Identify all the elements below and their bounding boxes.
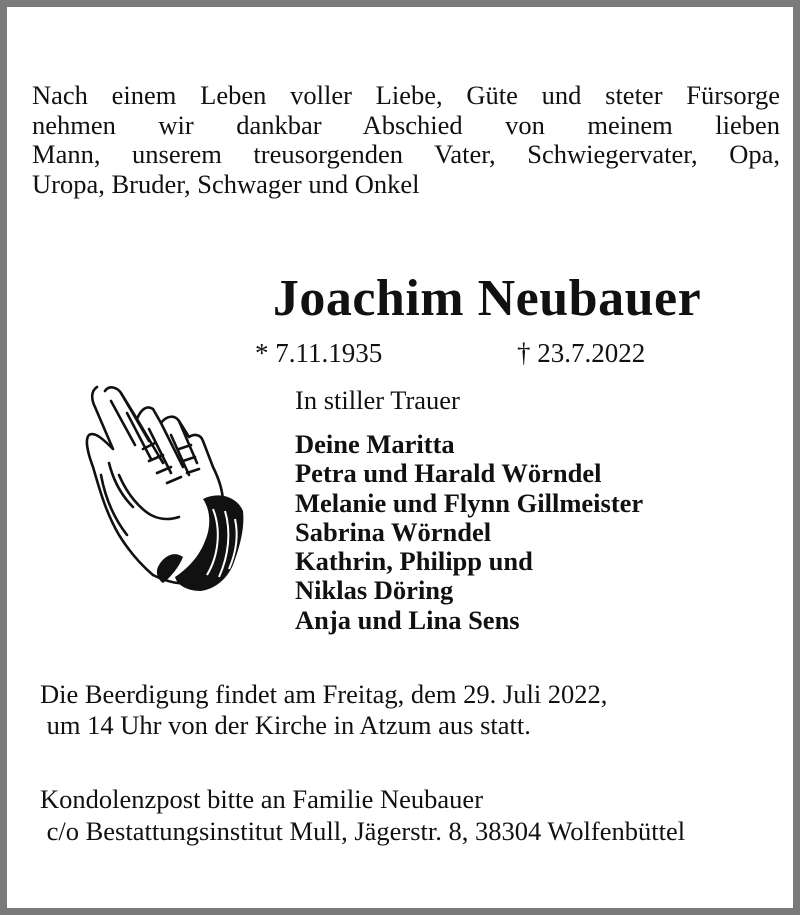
intro-line: Uropa, Bruder, Schwager und Onkel: [32, 168, 420, 199]
condolence-line: Kondolenzpost bitte an Familie Neubauer: [40, 784, 484, 814]
mourner-name: Anja und Lina Sens: [295, 604, 520, 635]
mourner-name: Melanie und Flynn Gillmeister: [295, 487, 644, 518]
mourner-name: Deine Maritta: [295, 429, 455, 459]
condolence-address: [40, 783, 685, 847]
mourner-name: Niklas Döring: [295, 575, 454, 606]
intro-line: nehmen wir dankbar Abschied von meinem lieben: [32, 109, 780, 140]
mourner-name: Petra und Harald Wörndel: [295, 458, 602, 489]
mourner-name: Kathrin, Philipp und: [295, 546, 533, 577]
intro-text: [32, 81, 780, 199]
mourner-name: Sabrina Wörndel: [295, 516, 492, 547]
intro-line: Mann, unserem treusorgenden Vater, Schwiegervater, Opa,: [32, 139, 780, 169]
mourning-heading: In stiller Trauer: [295, 385, 460, 415]
death-date: † 23.7.2022: [517, 338, 646, 368]
praying-hands-icon: [83, 379, 247, 597]
intro-line: Nach einem Leben voller Liebe, Güte und steter Fürsorge: [32, 80, 780, 110]
deceased-name: Joachim Neubauer: [272, 270, 702, 327]
birth-date: * 7.11.1935: [255, 338, 383, 368]
funeral-info: [40, 679, 607, 741]
condolence-line: c/o Bestattungsinstitut Mull, Jägerstr. 8, 38304 Wolfenbüttel: [40, 816, 686, 846]
funeral-line: Die Beerdigung findet am Freitag, dem 29. Juli 2022,: [40, 679, 608, 709]
funeral-line: um 14 Uhr von der Kirche in Atzum aus statt.: [40, 710, 531, 740]
mourners-list: [295, 430, 643, 635]
